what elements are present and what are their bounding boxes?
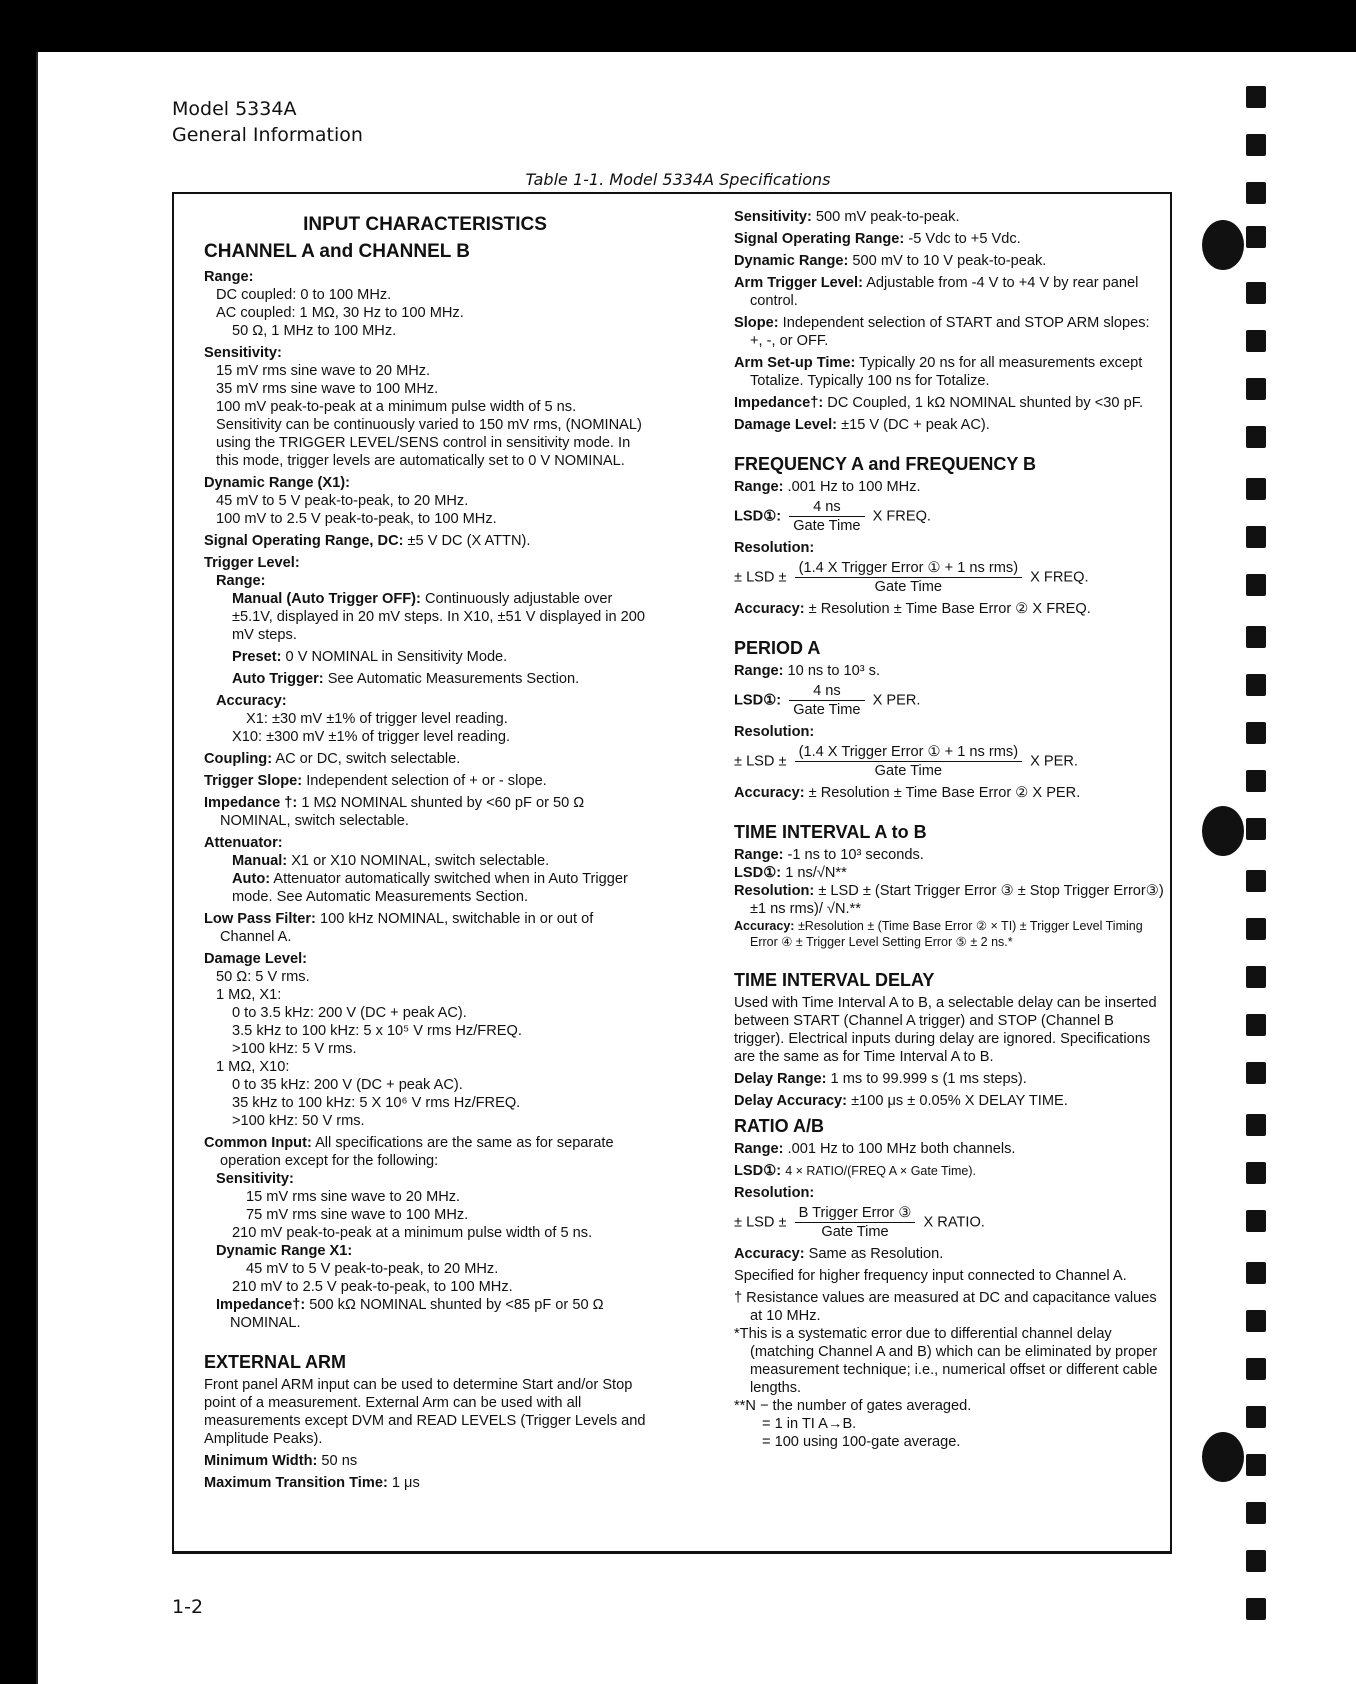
dynamic-range-line: 45 mV to 5 V peak-to-peak, to 20 MHz. [216,493,469,509]
header-section: General Information [172,124,363,146]
arm-impedance-label: Impedance†: [734,395,824,411]
time-interval-heading: TIME INTERVAL A to B [734,822,927,842]
punch-hole [1202,220,1244,270]
binder-tab [1246,182,1266,204]
arm-damage-value: ±15 V (DC + peak AC). [841,417,990,433]
arm-slope-label: Slope: [734,315,779,331]
freq-accuracy-value: ± Resolution ± Time Base Error ② X FREQ. [808,601,1091,617]
sensitivity-line: 100 mV peak-to-peak at a minimum pulse width of 5 ns. [216,399,577,415]
period-lsd-denominator: Gate Time [793,702,861,718]
arm-signal-value: -5 Vdc to +5 Vdc. [908,231,1021,247]
spec-table [172,192,1172,1554]
period-lsd-suffix: X PER. [872,692,921,709]
binder-tab [1246,1598,1266,1620]
range-50ohm: 50 Ω, 1 MHz to 100 MHz. [232,323,397,339]
binder-tab [1246,770,1266,792]
manual-text: Continuously adjustable over ±5.1V, displayed in 20 mV steps. In X10, ±51 V displayed in 200 mV steps. [232,591,646,643]
input-characteristics-title: INPUT CHARACTERISTICS [303,214,547,235]
low-pass-label: Low Pass Filter: [204,911,316,927]
punch-hole [1202,1432,1244,1482]
ratio-res-fraction [795,1204,916,1241]
common-sensitivity-line: 15 mV rms sine wave to 20 MHz. [246,1189,461,1205]
freq-res-prefix: ± LSD ± [734,569,787,586]
delay-range-label: Delay Range: [734,1071,827,1087]
impedance-label: Impedance †: [204,795,298,811]
damage-line: 1 MΩ, X1: [216,987,282,1003]
trigger-accuracy-label: Accuracy: [216,693,287,709]
binder-tab [1246,1502,1266,1524]
page-number: 1-2 [172,1596,204,1618]
binder-tab [1246,818,1266,840]
external-arm-heading: EXTERNAL ARM [204,1352,347,1372]
binder-tab [1246,674,1266,696]
common-sensitivity-line: 75 mV rms sine wave to 100 MHz. [246,1207,469,1223]
arm-setup-value: Typically 20 ns for all measurements except Totalize. Typically 100 ns for Totalize. [750,355,1143,389]
period-range-label: Range: [734,663,784,679]
channel-heading: CHANNEL A and CHANNEL B [204,241,471,262]
low-pass-value: 100 kHz NOMINAL, switchable in or out of Channel A. [220,911,594,945]
delay-accuracy-label: Delay Accuracy: [734,1093,848,1109]
trigger-level-label: Trigger Level: [204,555,300,571]
ratio-lsd-value: 4 × RATIO/(FREQ A × Gate Time). [785,1164,976,1178]
ti-range-label: Range: [734,847,784,863]
common-dynamic-label: Dynamic Range X1: [216,1243,353,1259]
arm-slope-value: Independent selection of START and STOP ARM slopes: +, -, or OFF. [750,315,1150,349]
freq-lsd-numerator: 4 ns [789,498,864,517]
footnote-n-ti: = 1 in TI A→B. [762,1416,857,1432]
ratio-range-label: Range: [734,1141,784,1157]
binder-tab [1246,1550,1266,1572]
attenuator-manual-label: Manual: [232,853,288,869]
period-resolution-label: Resolution: [734,724,815,740]
binder-tab [1246,86,1266,108]
common-input-label: Common Input: [204,1135,312,1151]
binder-tab [1246,1358,1266,1380]
arm-signal-label: Signal Operating Range: [734,231,905,247]
trigger-slope-value: Independent selection of + or - slope. [306,773,547,789]
damage-line: 3.5 kHz to 100 kHz: 5 x 10⁵ V rms Hz/FREQ. [232,1023,522,1039]
dynamic-range-label: Dynamic Range (X1): [204,475,350,491]
page-header [172,96,363,148]
ti-resolution-label: Resolution: [734,883,815,899]
left-column [204,208,646,1492]
max-transition-value: 1 μs [391,1475,420,1491]
period-accuracy-value: ± Resolution ± Time Base Error ② X PER. [808,785,1081,801]
arm-sensitivity-value: 500 mV peak-to-peak. [815,209,960,225]
impedance-value: 1 MΩ NOMINAL shunted by <60 pF or 50 Ω NOMINAL, switch selectable. [220,795,585,829]
binder-tab [1246,378,1266,400]
preset-text: 0 V NOMINAL in Sensitivity Mode. [285,649,508,665]
ratio-resolution-label: Resolution: [734,1185,815,1201]
attenuator-manual-text: X1 or X10 NOMINAL, switch selectable. [291,853,550,869]
freq-lsd-label: LSD①: [734,508,782,525]
ratio-accuracy-label: Accuracy: [734,1246,805,1262]
damage-line: >100 kHz: 50 V rms. [232,1113,365,1129]
footnote-resistance: † Resistance values are measured at DC and capacitance values at 10 MHz. [734,1290,1157,1324]
auto-trigger-label: Auto Trigger: [232,671,324,687]
signal-operating-value: ±5 V DC (X ATTN). [407,533,531,549]
binder-tab [1246,1210,1266,1232]
attenuator-auto-label: Auto: [232,871,271,887]
sensitivity-line: 15 mV rms sine wave to 20 MHz. [216,363,431,379]
minimum-width-value: 50 ns [321,1453,358,1469]
common-input-text: All specifications are the same as for separate operation except for the following: [220,1135,614,1169]
binder-tab [1246,722,1266,744]
time-interval-delay-heading: TIME INTERVAL DELAY [734,970,935,990]
ratio-res-denominator: Gate Time [821,1224,889,1240]
period-range-value: 10 ns to 10³ s. [787,663,881,679]
binder-tab [1246,626,1266,648]
damage-line: 0 to 3.5 kHz: 200 V (DC + peak AC). [232,1005,467,1021]
header-model: Model 5334A [172,98,297,120]
range-dc: DC coupled: 0 to 100 MHz. [216,287,392,303]
ratio-accuracy-value: Same as Resolution. [808,1246,944,1262]
binder-tab [1246,526,1266,548]
binder-tab [1246,426,1266,448]
table-caption: Table 1-1. Model 5334A Specifications [525,170,831,189]
freq-range-label: Range: [734,479,784,495]
binder-tab [1246,134,1266,156]
ti-accuracy-value: ±Resolution ± (Time Base Error ② × TI) ± Trigger Level Timing Error ④ ± Trigger Level Setting Error ⑤ ± 2 ns.* [750,919,1143,949]
trigger-accuracy-x10: X10: ±300 mV ±1% of trigger level reading. [232,729,511,745]
damage-line: >100 kHz: 5 V rms. [232,1041,357,1057]
arm-damage-label: Damage Level: [734,417,838,433]
damage-line: 0 to 35 kHz: 200 V (DC + peak AC). [232,1077,463,1093]
coupling-value: AC or DC, switch selectable. [275,751,461,767]
freq-lsd-suffix: X FREQ. [872,508,931,525]
ti-lsd-label: LSD①: [734,865,782,881]
external-arm-text: Front panel ARM input can be used to determine Start and/or Stop point of a measurement. External Arm can be used with all measurements except DVM and READ LEVELS (Trigger Levels and Amplitude Peaks). [204,1377,646,1447]
binder-tab [1246,918,1266,940]
period-res-denominator: Gate Time [874,763,942,779]
arm-dynamic-value: 500 mV to 10 V peak-to-peak. [852,253,1047,269]
ti-accuracy-label: Accuracy: [734,919,795,933]
trigger-slope-label: Trigger Slope: [204,773,303,789]
footnote-systematic: *This is a systematic error due to differential channel delay (matching Channel A and B) which can be eliminated by proper measurement technique; i.e., numerical offset or different cable lengths. [734,1326,1158,1396]
damage-level-label: Damage Level: [204,951,308,967]
binder-tab [1246,1310,1266,1332]
binder-tab [1246,330,1266,352]
common-impedance-text: 500 kΩ NOMINAL shunted by <85 pF or 50 Ω NOMINAL. [230,1297,604,1331]
binder-tab [1246,870,1266,892]
period-res-prefix: ± LSD ± [734,753,787,770]
manual-label: Manual (Auto Trigger OFF): [232,591,421,607]
freq-accuracy-label: Accuracy: [734,601,805,617]
arm-trigger-label: Arm Trigger Level: [734,275,863,291]
period-lsd-fraction [789,682,864,719]
footnote-n: **N − the number of gates averaged. [734,1398,972,1414]
delay-accuracy-value: ±100 μs ± 0.05% X DELAY TIME. [851,1093,1068,1109]
ti-lsd-value: 1 ns/√N** [785,865,847,881]
binder-tab [1246,478,1266,500]
punch-hole [1202,806,1244,856]
period-accuracy-label: Accuracy: [734,785,805,801]
minimum-width-label: Minimum Width: [204,1453,318,1469]
ratio-res-prefix: ± LSD ± [734,1214,787,1231]
coupling-label: Coupling: [204,751,273,767]
freq-res-fraction [795,559,1022,596]
arm-trigger-value: Adjustable from -4 V to +4 V by rear panel control. [750,275,1139,309]
freq-res-numerator: (1.4 X Trigger Error ① + 1 ns rms) [795,559,1022,578]
common-sensitivity-label: Sensitivity: [216,1171,294,1187]
range-label: Range: [204,269,254,285]
freq-lsd-denominator: Gate Time [793,518,861,534]
tid-description: Used with Time Interval A to B, a selectable delay can be inserted between START (Channel A trigger) and STOP (Channel B trigger). Electrical inputs during delay are ignored. Specifications are the same as for Time Interval A to B. [734,995,1157,1065]
freq-range-value: .001 Hz to 100 MHz. [787,479,921,495]
preset-label: Preset: [232,649,282,665]
max-transition-label: Maximum Transition Time: [204,1475,388,1491]
binder-tab [1246,226,1266,248]
sensitivity-label: Sensitivity: [204,345,282,361]
common-sensitivity-line: 210 mV peak-to-peak at a minimum pulse width of 5 ns. [232,1225,593,1241]
right-column [734,208,1164,1451]
damage-line: 1 MΩ, X10: [216,1059,290,1075]
period-heading: PERIOD A [734,638,821,658]
period-lsd-label: LSD①: [734,692,782,709]
delay-range-value: 1 ms to 99.999 s (1 ms steps). [830,1071,1027,1087]
arm-setup-label: Arm Set-up Time: [734,355,856,371]
period-res-fraction [795,743,1022,780]
ti-range-value: -1 ns to 10³ seconds. [787,847,924,863]
damage-line: 50 Ω: 5 V rms. [216,969,310,985]
common-dynamic-line: 45 mV to 5 V peak-to-peak, to 20 MHz. [246,1261,499,1277]
sensitivity-line: 35 mV rms sine wave to 100 MHz. [216,381,439,397]
ratio-note: Specified for higher frequency input connected to Channel A. [734,1268,1127,1284]
freq-resolution-label: Resolution: [734,540,815,556]
binder-tab [1246,282,1266,304]
binder-tab [1246,1262,1266,1284]
ti-resolution-value: ± LSD ± (Start Trigger Error ③ ± Stop Trigger Error③) ±1 ns rms)/ √N.** [750,883,1164,917]
page-edge [36,52,38,1684]
arm-impedance-value: DC Coupled, 1 kΩ NOMINAL shunted by <30 pF. [827,395,1144,411]
footnote-n-avg: = 100 using 100-gate average. [762,1434,961,1450]
binder-tab [1246,1014,1266,1036]
ratio-res-numerator: B Trigger Error ③ [795,1204,916,1223]
binder-tab [1246,1114,1266,1136]
attenuator-auto-text: Attenuator automatically switched when in Auto Trigger mode. See Automatic Measurements Section. [232,871,628,905]
signal-operating-label: Signal Operating Range, DC: [204,533,404,549]
attenuator-label: Attenuator: [204,835,283,851]
dynamic-range-line: 100 mV to 2.5 V peak-to-peak, to 100 MHz. [216,511,497,527]
binder-tab [1246,1406,1266,1428]
freq-res-denominator: Gate Time [874,579,942,595]
binder-tab [1246,966,1266,988]
auto-trigger-text: See Automatic Measurements Section. [327,671,580,687]
freq-lsd-fraction [789,498,864,535]
ratio-res-suffix: X RATIO. [923,1214,985,1231]
trigger-range-label: Range: [216,573,266,589]
frequency-heading: FREQUENCY A and FREQUENCY B [734,454,1037,474]
period-res-numerator: (1.4 X Trigger Error ① + 1 ns rms) [795,743,1022,762]
range-ac: AC coupled: 1 MΩ, 30 Hz to 100 MHz. [216,305,464,321]
common-impedance-label: Impedance†: [216,1297,306,1313]
period-res-suffix: X PER. [1030,753,1078,770]
arm-dynamic-label: Dynamic Range: [734,253,849,269]
trigger-accuracy-x1: X1: ±30 mV ±1% of trigger level reading. [246,711,508,727]
ratio-range-value: .001 Hz to 100 MHz both channels. [787,1141,1016,1157]
ratio-heading: RATIO A/B [734,1116,824,1136]
freq-res-suffix: X FREQ. [1030,569,1089,586]
binder-tab [1246,1454,1266,1476]
ratio-lsd-label: LSD①: [734,1163,782,1179]
binder-tab [1246,574,1266,596]
binder-tab [1246,1062,1266,1084]
damage-line: 35 kHz to 100 kHz: 5 X 10⁶ V rms Hz/FREQ. [232,1095,521,1111]
common-dynamic-line: 210 mV to 2.5 V peak-to-peak, to 100 MHz. [232,1279,513,1295]
binder-tab [1246,1162,1266,1184]
sensitivity-note: Sensitivity can be continuously varied to 150 mV rms, (NOMINAL) using the TRIGGER LEVEL/SENS control in sensitivity mode. In this mode, trigger levels are automatically set to 0 V NOMINAL. [216,417,642,469]
arm-sensitivity-label: Sensitivity: [734,209,812,225]
period-lsd-numerator: 4 ns [789,682,864,701]
